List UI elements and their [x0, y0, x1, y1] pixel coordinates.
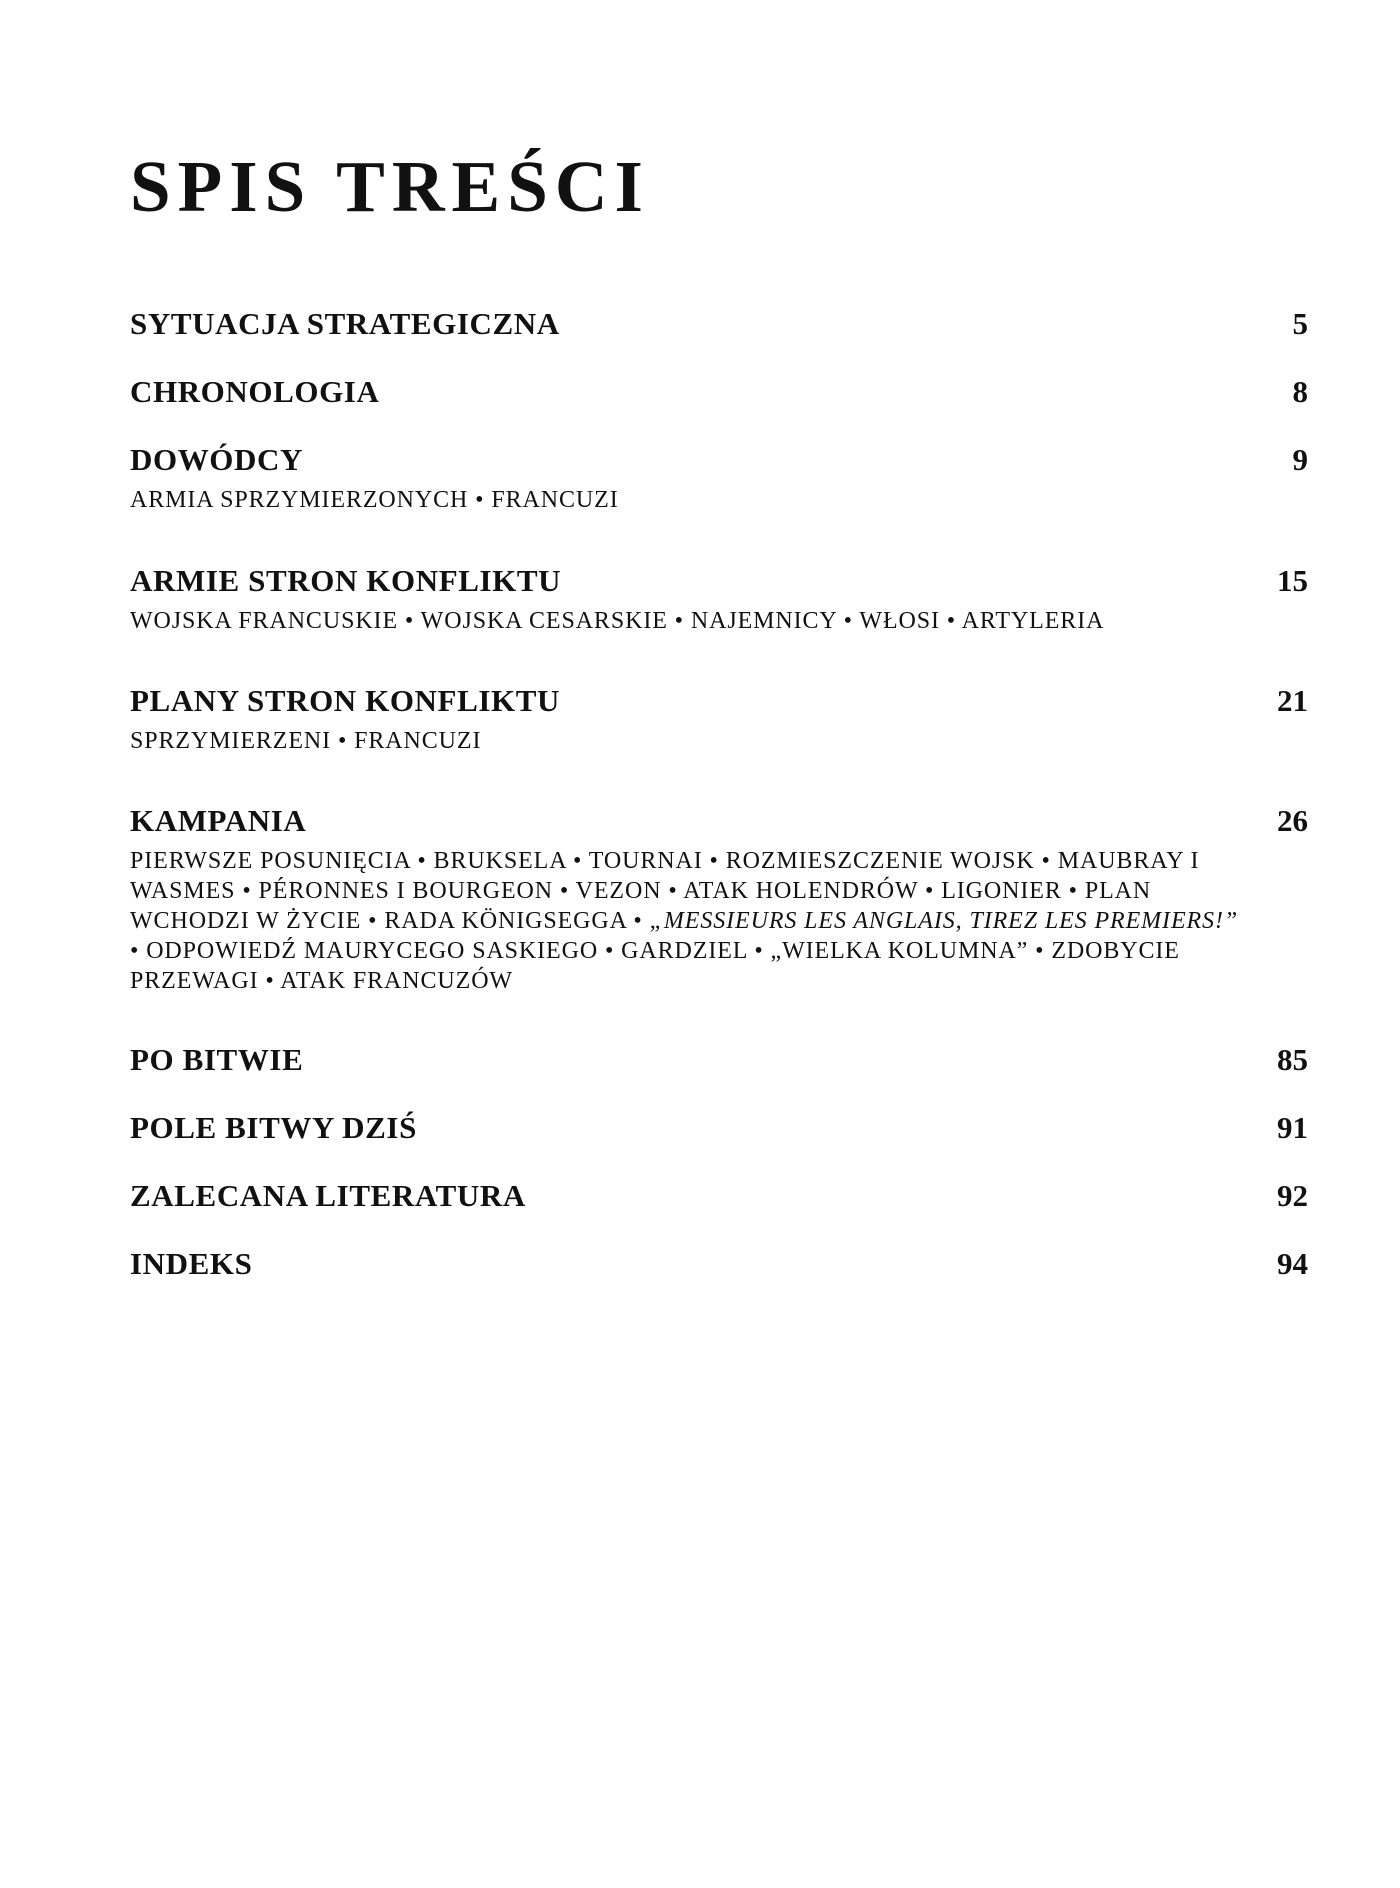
toc-entry-chronologia[interactable]: [130, 375, 1308, 409]
toc-entry-page: 85: [1277, 1042, 1308, 1077]
toc-entry-title: PLANY STRON KONFLIKTU: [130, 683, 560, 718]
toc-entry-title: POLE BITWY DZIŚ: [130, 1110, 417, 1145]
toc-entry-title: INDEKS: [130, 1246, 253, 1281]
toc-entry-page: 26: [1277, 803, 1308, 838]
toc-entry-head: [130, 1043, 1308, 1077]
toc-entry-head: [130, 804, 1308, 838]
toc-entry-head: [130, 684, 1308, 718]
toc-entry-page: 21: [1277, 683, 1308, 718]
toc-entry-sytuacja[interactable]: [130, 307, 1308, 341]
toc-entry-head: [130, 1247, 1308, 1281]
toc-entry-title: KAMPANIA: [130, 803, 307, 838]
toc-entry-po-bitwie[interactable]: [130, 1043, 1308, 1077]
subtopics-text: PIERWSZE POSUNIĘCIA • BRUKSELA • TOURNAI • ROZMIESZCZENIE WOJSK • MAUBRAY I WASMES • PÉRONNES I BOURGEON • VEZON • ATAK HOLENDRÓW • LIGONIER • PLAN WCHODZI W ŻYCIE • RADA KÖNIGSEGGA •: [130, 848, 1200, 935]
toc-entry-title: ARMIE STRON KONFLIKTU: [130, 563, 562, 598]
toc-entry-subtopics: SPRZYMIERZENI • FRANCUZI: [130, 728, 482, 755]
toc-entry-indeks[interactable]: [130, 1247, 1308, 1281]
toc-entry-head: [130, 564, 1308, 598]
toc-entry-subtopics: [130, 846, 1250, 996]
toc-entry-subtopics: WOJSKA FRANCUSKIE • WOJSKA CESARSKIE • NAJEMNICY • WŁOSI • ARTYLERIA: [130, 608, 1105, 635]
toc-entry-dowodcy[interactable]: [130, 443, 1308, 515]
toc-entry-subtopics: ARMIA SPRZYMIERZONYCH • FRANCUZI: [130, 487, 619, 514]
page-title: SPIS TREŚCI: [130, 146, 650, 227]
toc-entry-page: 15: [1277, 563, 1308, 598]
toc-entry-head: [130, 375, 1308, 409]
toc-entry-page: 94: [1277, 1246, 1308, 1281]
toc-entry-title: DOWÓDCY: [130, 442, 303, 477]
toc-entry-armie[interactable]: [130, 564, 1308, 636]
toc-entry-page: 91: [1277, 1110, 1308, 1145]
toc-entry-page: 9: [1292, 442, 1308, 477]
toc-entry-pole-bitwy[interactable]: [130, 1111, 1308, 1145]
toc-entry-head: [130, 1179, 1308, 1213]
toc-entry-title: SYTUACJA STRATEGICZNA: [130, 306, 560, 341]
toc-entry-page: 8: [1292, 374, 1308, 409]
subtopics-quote: „MESSIEURS LES ANGLAIS, TIREZ LES PREMIERS!”: [649, 908, 1239, 935]
toc-entry-page: 5: [1292, 306, 1308, 341]
toc-entry-plany[interactable]: [130, 684, 1308, 756]
toc-entry-head: [130, 443, 1308, 477]
subtopics-text: • ODPOWIEDŹ MAURYCEGO SASKIEGO • GARDZIEL • „WIELKA KOLUMNA” • ZDOBYCIE PRZEWAGI • ATAK FRANCUZÓW: [130, 938, 1180, 995]
toc-entry-head: [130, 307, 1308, 341]
toc-entry-title: ZALECANA LITERATURA: [130, 1178, 526, 1213]
toc-entry-head: [130, 1111, 1308, 1145]
toc-entry-page: 92: [1277, 1178, 1308, 1213]
toc-entry-title: CHRONOLOGIA: [130, 374, 380, 409]
toc-entry-title: PO BITWIE: [130, 1042, 304, 1077]
toc-entry-kampania[interactable]: [130, 804, 1308, 996]
toc-entry-literatura[interactable]: [130, 1179, 1308, 1213]
